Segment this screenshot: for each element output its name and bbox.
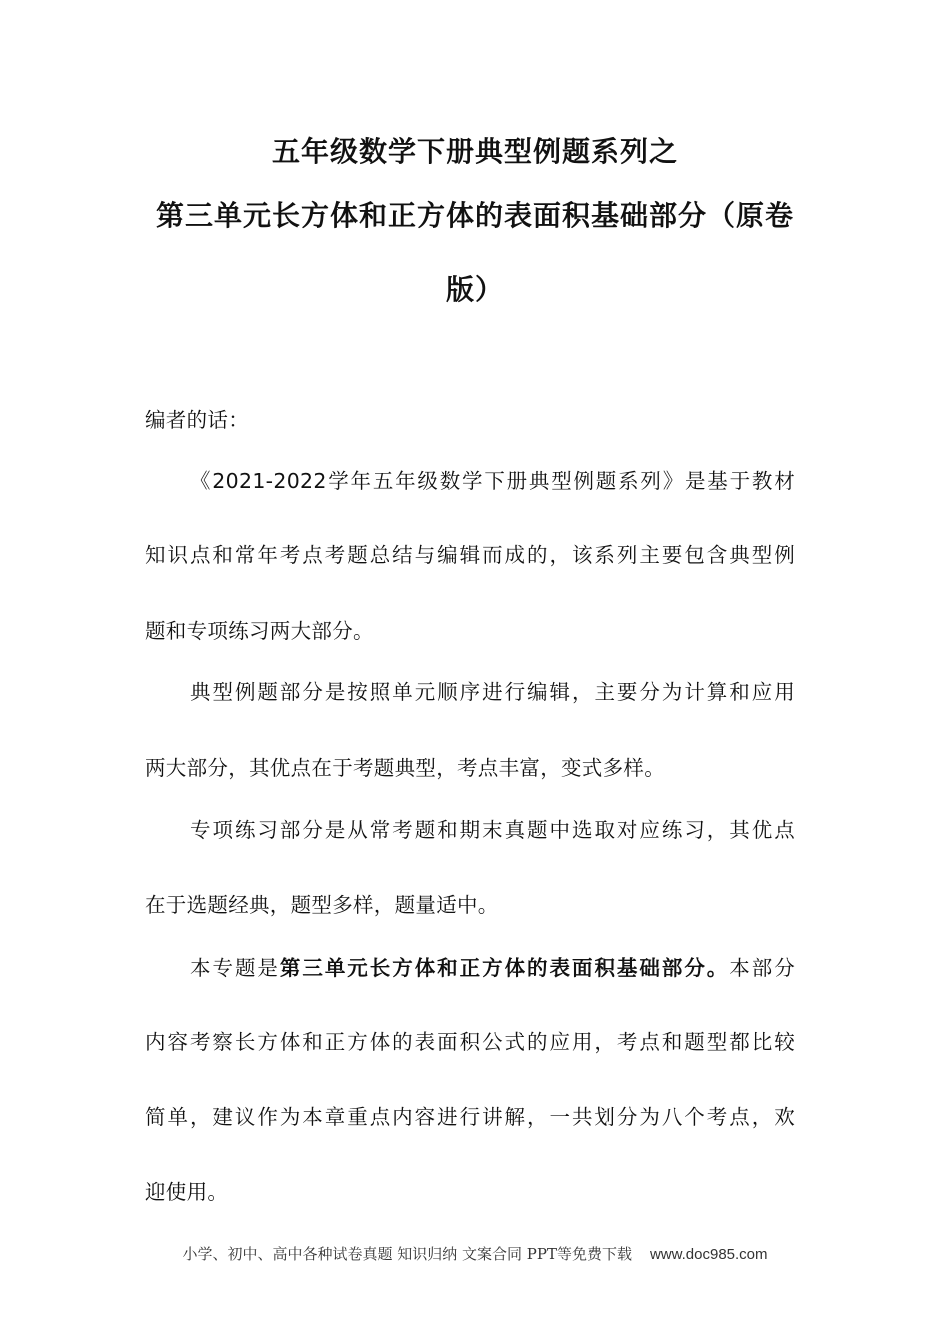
paragraph-4-line-3: 简单，建议作为本章重点内容进行讲解，一共划分为八个考点，欢 — [145, 1105, 795, 1129]
paragraph-1-line-3: 题和专项练习两大部分。 — [145, 619, 374, 643]
footer-url-link[interactable]: www.doc985.com — [649, 1246, 768, 1263]
document-title-line-3: 版） — [445, 273, 504, 306]
paragraph-1-line-2: 知识点和常年考点考题总结与编辑而成的，该系列主要包含典型例 — [145, 543, 795, 567]
paragraph-4-suffix: 本部分 — [729, 956, 796, 980]
page-footer — [0, 1242, 950, 1267]
paragraph-3-line-2: 在于选题经典，题型多样，题量适中。 — [145, 893, 499, 917]
paragraph-3-line-1: 专项练习部分是从常考题和期末真题中选取对应练习，其优点 — [190, 818, 795, 842]
paragraph-4-prefix: 本专题是 — [190, 956, 280, 980]
paragraph-4-line-1 — [190, 953, 795, 983]
paragraph-1-line-1: 《2021-2022学年五年级数学下册典型例题系列》是基于教材 — [190, 469, 795, 493]
paragraph-2-line-2: 两大部分，其优点在于考题典型，考点丰富，变式多样。 — [145, 756, 665, 780]
document-title-line-2: 第三单元长方体和正方体的表面积基础部分（原卷 — [155, 199, 794, 232]
paragraph-2-line-1: 典型例题部分是按照单元顺序进行编辑，主要分为计算和应用 — [190, 680, 795, 704]
paragraph-4-line-2: 内容考察长方体和正方体的表面积公式的应用，考点和题型都比较 — [145, 1030, 795, 1054]
paragraph-4-bold-topic: 第三单元长方体和正方体的表面积基础部分。 — [279, 956, 730, 980]
paragraph-4-line-4: 迎使用。 — [145, 1180, 229, 1204]
footer-text: 小学、初中、高中各种试卷真题 知识归纳 文案合同 PPT等免费下载 — [182, 1245, 632, 1263]
document-title-line-1: 五年级数学下册典型例题系列之 — [271, 135, 678, 168]
editor-note-heading: 编者的话： — [145, 408, 249, 432]
